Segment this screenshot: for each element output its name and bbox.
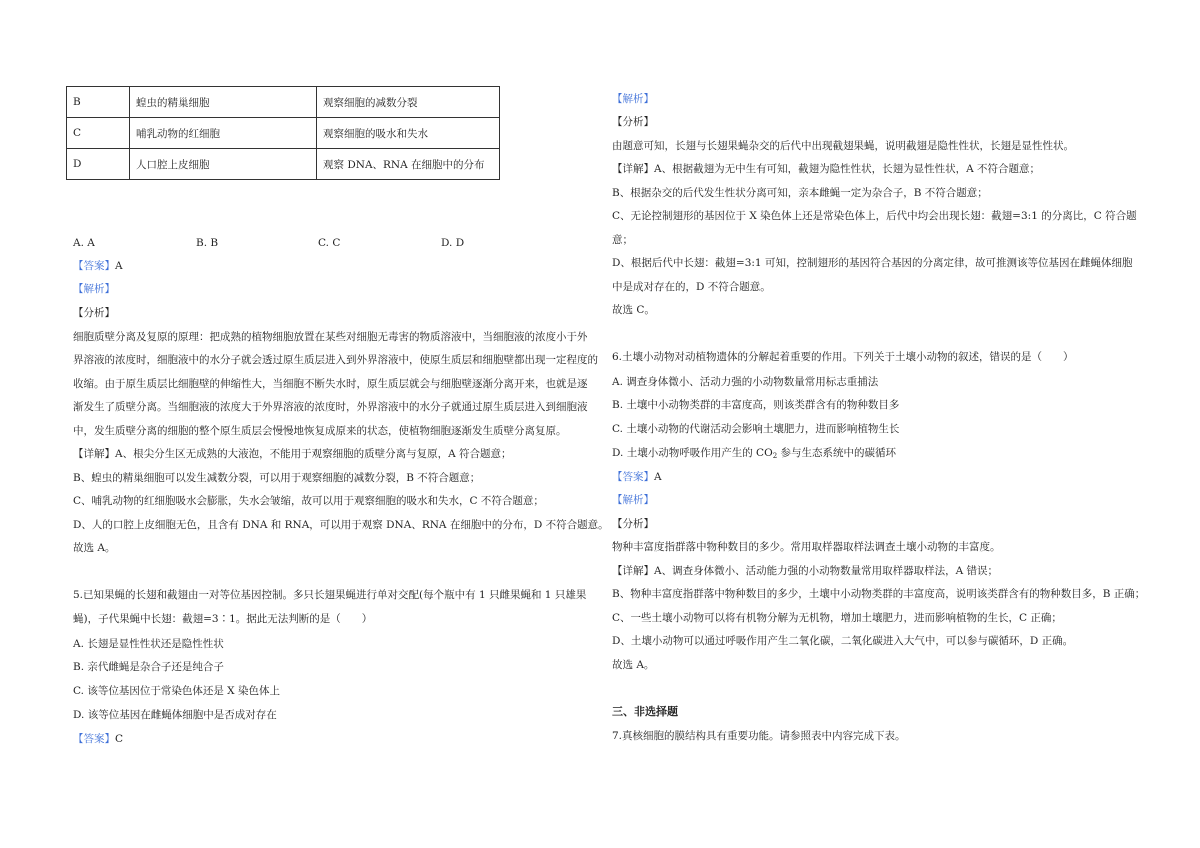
detail-text: 【详解】A、调查身体微小、活动能力强的小动物数量常用取样器取样法，A 错误；: [612, 565, 999, 577]
question-5-option: A. 长翅是显性性状还是隐性性状: [73, 638, 224, 650]
detail-text: 故选 A。: [612, 659, 655, 671]
detail-text: D、根据后代中长翅：截翅=3:1 可知，控制翅形的基因符合基因的分离定律，故可推测该等位基因在雌蝇体细胞: [612, 257, 1133, 269]
choice-c: C. C: [318, 237, 341, 249]
analysis-text: 物种丰富度指群落中物种数目的多少。常用取样器取样法调查土壤小动物的丰富度。: [612, 541, 1001, 553]
detail-text: B、蝗虫的精巢细胞可以发生减数分裂，可以用于观察细胞的减数分裂，B 不符合题意；: [73, 472, 481, 484]
analysis-text: 细胞质壁分离及复原的原理：把成熟的植物细胞放置在某些对细胞无毒害的物质溶液中，当细胞液的浓度小于外: [73, 331, 588, 343]
table-row: [67, 149, 500, 180]
detail-text: B、根据杂交的后代发生性状分离可知，亲本雌蝇一定为杂合子，B 不符合题意；: [612, 187, 988, 199]
detail-text: 【详解】A、根尖分生区无成熟的大液泡，不能用于观察细胞的质壁分离与复原，A 符合题意；: [73, 448, 512, 460]
table-cell-purpose: 观察 DNA、RNA 在细胞中的分布: [317, 149, 500, 180]
detail-text: D、人的口腔上皮细胞无色，且含有 DNA 和 RNA，可以用于观察 DNA、RNA 在细胞中的分布，D 不符合题意。: [73, 519, 609, 531]
analysis-text: 中，发生质壁分离的细胞的整个原生质层会慢慢地恢复成原来的状态，使植物细胞逐渐发生质壁分离复原。: [73, 425, 567, 437]
analysis-text: 由题意可知，长翅与长翅果蝇杂交的后代中出现截翅果蝇，说明截翅是隐性性状，长翅是显性性状。: [612, 140, 1074, 152]
question-7-text: 7.真核细胞的膜结构具有重要功能。请参照表中内容完成下表。: [612, 730, 906, 742]
detail-text: 故选 A。: [73, 542, 116, 554]
question-5-text: 5.已知果蝇的长翅和截翅由一对等位基因控制。多只长翅果蝇进行单对交配(每个瓶中有 1 只雌果蝇和 1 只雄果: [73, 589, 587, 601]
detail-text: B、物种丰富度指群落中物种数目的多少，土壤中小动物类群的丰富度高，说明该类群含有的物种数目多，B 正确；: [612, 588, 1146, 600]
table-cell-purpose: 观察细胞的吸水和失水: [317, 118, 500, 149]
option-d-text: D. 土壤小动物呼吸作用产生的 CO: [612, 447, 773, 459]
answer-value: A: [115, 260, 123, 272]
analysis-tag: 【解析】: [612, 93, 654, 105]
analysis-text: 界溶液的浓度时，细胞液中的水分子就会透过原生质层进入到外界溶液中，使原生质层和细胞壁都出现一定程度的: [73, 354, 598, 366]
table-cell-material: 人口腔上皮细胞: [130, 149, 317, 180]
options-table: [66, 86, 500, 180]
answer-line: [73, 259, 123, 273]
choice-b: B. B: [196, 237, 219, 249]
detail-text: 中是成对存在的，D 不符合题意。: [612, 281, 771, 293]
detail-text: C、无论控制翅形的基因位于 X 染色体上还是常染色体上，后代中均会出现长翅：截翅=3:1 的分离比，C 符合题: [612, 210, 1137, 222]
detail-text: 故选 C。: [612, 304, 655, 316]
question-6-option: [612, 446, 896, 460]
analysis-heading: 【分析】: [73, 307, 115, 319]
table-cell-option: B: [67, 87, 130, 118]
question-5-option: B. 亲代雌蝇是杂合子还是纯合子: [73, 661, 224, 673]
question-5-text: 蝇)，子代果蝇中长翅：截翅=3∶1。据此无法判断的是（ ）: [73, 613, 373, 625]
table-cell-material: 哺乳动物的红细胞: [130, 118, 317, 149]
analysis-text: 渐发生了质壁分离。当细胞液的浓度大于外界溶液的浓度时，外界溶液中的水分子就通过原生质层进入到细胞液: [73, 401, 588, 413]
table-cell-option: D: [67, 149, 130, 180]
answer-value: A: [654, 471, 662, 483]
option-d-subscript: 2: [772, 452, 778, 460]
detail-text: 意；: [612, 234, 633, 246]
detail-text: 【详解】A、根据截翅为无中生有可知，截翅为隐性性状，长翅为显性性状，A 不符合题意；: [612, 163, 1041, 175]
table-row: [67, 118, 500, 149]
option-d-text-end: 参与生态系统中的碳循环: [777, 447, 897, 459]
detail-text: D、土壤小动物可以通过呼吸作用产生二氧化碳，二氧化碳进入大气中，可以参与碳循环，D 正确。: [612, 635, 1074, 647]
choice-d: D. D: [441, 237, 465, 249]
table-row: [67, 87, 500, 118]
analysis-tag: 【解析】: [612, 494, 654, 506]
answer-value: C: [115, 733, 124, 745]
question-5-option: C. 该等位基因位于常染色体还是 X 染色体上: [73, 685, 280, 697]
question-6-answer: [612, 470, 662, 484]
detail-text: C、哺乳动物的红细胞吸水会膨胀，失水会皱缩，故可以用于观察细胞的吸水和失水，C 不符合题意；: [73, 495, 544, 507]
table-cell-material: 蝗虫的精巢细胞: [130, 87, 317, 118]
question-5-answer: [73, 732, 123, 746]
analysis-heading: 【分析】: [612, 116, 654, 128]
question-6-option: C. 土壤小动物的代谢活动会影响土壤肥力，进而影响植物生长: [612, 423, 900, 435]
question-6-text: 6.土壤小动物对动植物遗体的分解起着重要的作用。下列关于土壤小动物的叙述，错误的是（ ）: [612, 351, 1074, 363]
table-cell-purpose: 观察细胞的减数分裂: [317, 87, 500, 118]
answer-tag: 【答案】: [73, 260, 115, 272]
question-6-option: A. 调查身体微小、活动力强的小动物数量常用标志重捕法: [612, 376, 879, 388]
analysis-heading: 【分析】: [612, 518, 654, 530]
detail-text: C、一些土壤小动物可以将有机物分解为无机物，增加土壤肥力，进而影响植物的生长，C 正确；: [612, 612, 1062, 624]
analysis-text: 收缩。由于原生质层比细胞壁的伸缩性大，当细胞不断失水时，原生质层就会与细胞壁逐渐分离开来，也就是逐: [73, 378, 588, 390]
question-5-option: D. 该等位基因在雌蝇体细胞中是否成对存在: [73, 709, 277, 721]
section-heading: 三、非选择题: [612, 705, 678, 718]
answer-tag: 【答案】: [612, 471, 654, 483]
choice-a: A. A: [73, 237, 95, 249]
answer-tag: 【答案】: [73, 733, 115, 745]
table-cell-option: C: [67, 118, 130, 149]
question-6-option: B. 土壤中小动物类群的丰富度高，则该类群含有的物种数目多: [612, 399, 900, 411]
analysis-tag: 【解析】: [73, 283, 115, 295]
